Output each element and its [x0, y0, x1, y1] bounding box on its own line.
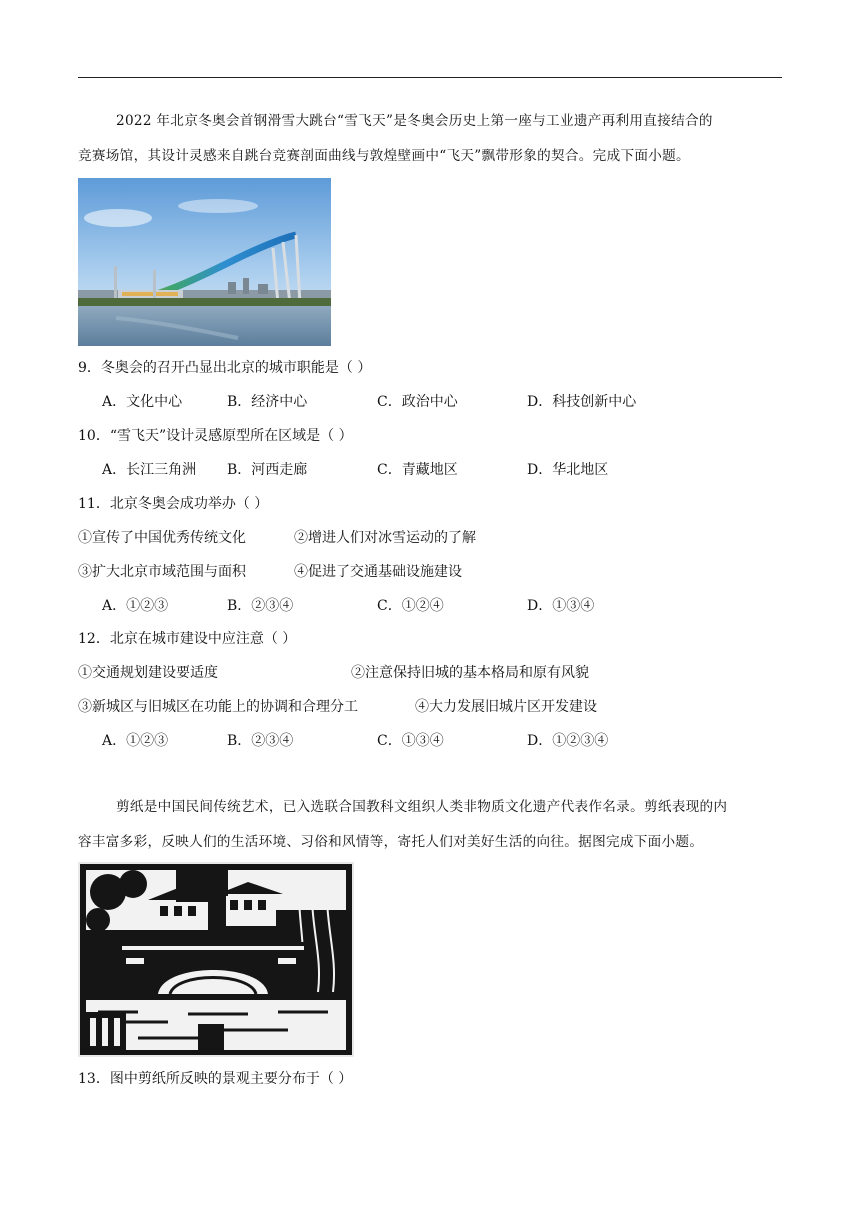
q11-option-a: A．①②③: [102, 598, 169, 614]
paper-cut-image: [78, 862, 354, 1057]
q9-option-a: A．文化中心: [102, 394, 183, 410]
q12-stem: 12．北京在城市建设中应注意（ ）: [78, 631, 297, 647]
q13-stem: 13．图中剪纸所反映的景观主要分布于（ ）: [78, 1071, 353, 1087]
q11-option-c: C．①②④: [377, 598, 444, 614]
q12-item-4: ④大力发展旧城片区开发建设: [415, 699, 597, 715]
q10-option-c: C．青藏地区: [377, 462, 458, 478]
q10-option-b: B．河西走廊: [227, 462, 308, 478]
q9-stem: 9．冬奥会的召开凸显出北京的城市职能是（ ）: [78, 360, 372, 376]
q12-option-b: B．②③④: [227, 733, 294, 749]
q10-option-a: A．长江三角洲: [102, 462, 197, 478]
ski-jump-photo: [78, 178, 331, 346]
q12-item-2: ②注意保持旧城的基本格局和原有风貌: [351, 665, 589, 681]
q10-option-d: D．华北地区: [527, 462, 609, 478]
header-rule: [78, 77, 782, 78]
q12-option-a: A．①②③: [102, 733, 169, 749]
q9-option-d: D．科技创新中心: [527, 394, 637, 410]
q11-item-1: ①宣传了中国优秀传统文化: [78, 530, 246, 546]
q11-item-2: ②增进人们对冰雪运动的了解: [294, 530, 476, 546]
passage1-line2: 竞赛场馆，其设计灵感来自跳台竞赛剖面曲线与敦煌壁画中“飞天”飘带形象的契合。完成下面小题。: [78, 148, 690, 164]
q11-item-4: ④促进了交通基础设施建设: [294, 564, 462, 580]
q11-option-d: D．①③④: [527, 598, 595, 614]
q12-item-1: ①交通规划建设要适度: [78, 665, 218, 681]
q10-stem: 10．“雪飞天”设计灵感原型所在区域是（ ）: [78, 428, 353, 444]
q11-option-b: B．②③④: [227, 598, 294, 614]
q12-option-c: C．①③④: [377, 733, 444, 749]
passage2-line1: 剪纸是中国民间传统艺术，已入选联合国教科文组织人类非物质文化遗产代表作名录。剪纸表现的内: [116, 799, 728, 815]
q9-option-c: C．政治中心: [377, 394, 458, 410]
q11-item-3: ③扩大北京市域范围与面积: [78, 564, 246, 580]
passage1-line1: 2022 年北京冬奥会首钢滑雪大跳台“雪飞天”是冬奥会历史上第一座与工业遗产再利用直接结合的: [116, 113, 713, 129]
q12-option-d: D．①②③④: [527, 733, 609, 749]
passage2-line2: 容丰富多彩，反映人们的生活环境、习俗和风情等，寄托人们对美好生活的向往。据图完成下面小题。: [78, 834, 704, 850]
q12-item-3: ③新城区与旧城区在功能上的协调和合理分工: [78, 699, 358, 715]
q11-stem: 11．北京冬奥会成功举办（ ）: [78, 496, 269, 512]
q9-option-b: B．经济中心: [227, 394, 308, 410]
